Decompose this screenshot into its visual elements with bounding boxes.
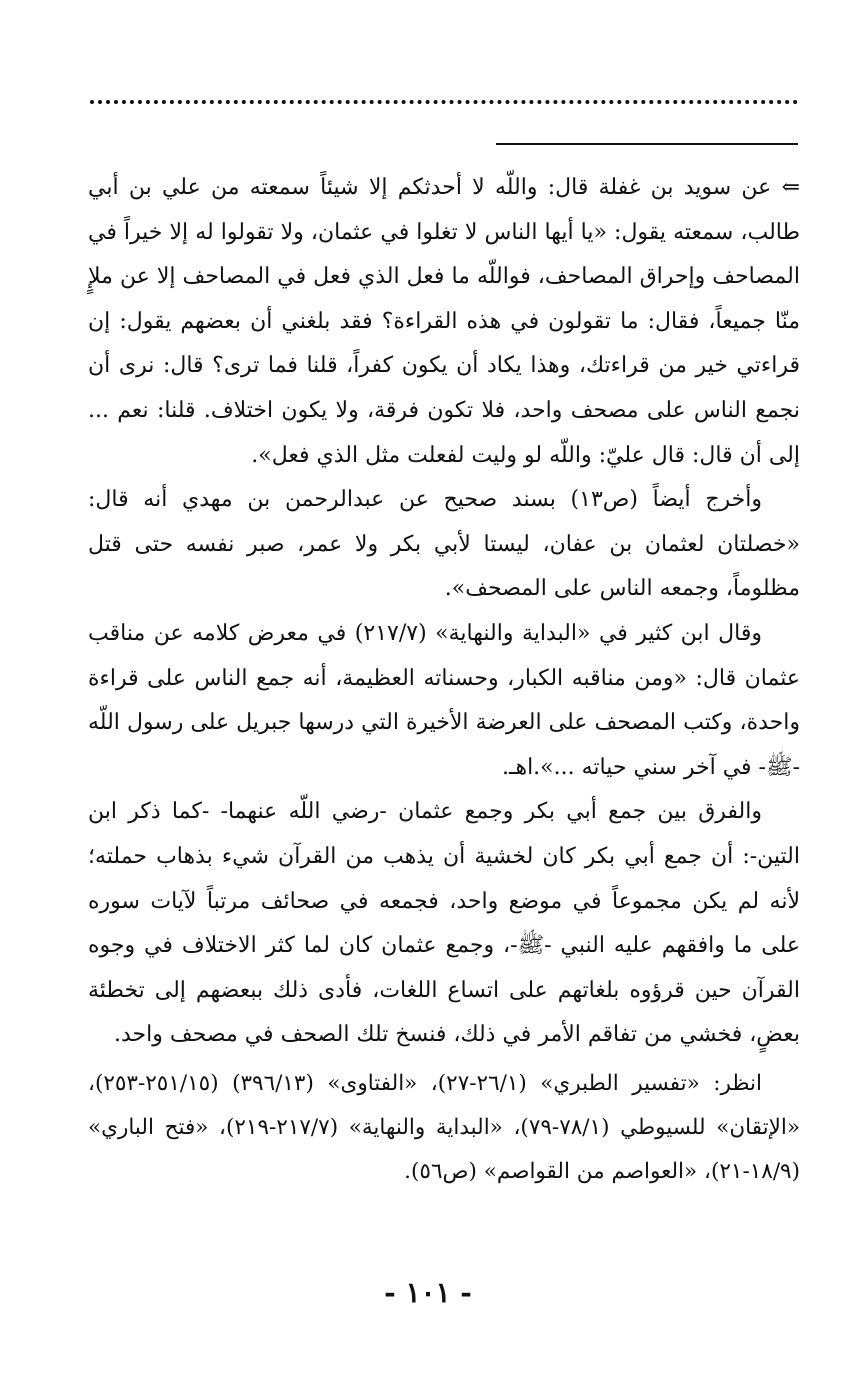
paragraph-1-text: عن سويد بن غفلة قال: واللّه لا أحدثكم إلا شيئاً سمعته من علي بن أبي طالب، سمعته يقول: «يا أيها الناس لا تغلوا في عثمان، ولا تقولوا له إلا خيراً في المصاحف وإحراق المصاحف، فواللّه ما فعل الذي فعل في المصاحف إلا عن ملإٍ منّا جميعاً، فقال: ما تقولون في هذه القراءة؟ فقد بلغني أن بعضهم يقول: إن قراءتي خير من قراءتك، وهذا يكاد أن يكون كفراً، قلنا فما ترى؟ قال: نرى أن نجمع الناس على مصحف واحد، فلا تكون فرقة، ولا يكون اختلاف. قلنا: نعم ... إلى أن قال: قال عليّ: واللّه لو وليت لفعلت مثل الذي فعل». [88,175,800,468]
paragraph-3: وقال ابن كثير في «البداية والنهاية» (٢١٧/٧) في معرض كلامه عن مناقب عثمان قال: «ومن مناقبه الكبار، وحسناته العظيمة، أنه جمع الناس على قراءة واحدة، وكتب المصحف على العرضة الأخيرة التي درسها جبريل على رسول اللّه -ﷺ- في آخر سني حياته ...».اهـ. [88,620,800,780]
footnote-separator-line [496,143,798,145]
footnote-dotted-separator [90,100,798,104]
paragraph-2: وأخرج أيضاً (ص١٣) بسند صحيح عن عبدالرحمن بن مهدي أنه قال: «خصلتان لعثمان بن عفان، ليستا لأبي بكر ولا عمر، صبر نفسه حتى قتل مظلوماً، وجمعه الناس على المصحف». [88,487,800,602]
footnote-body [88,166,800,1194]
paragraph-1 [88,166,800,478]
references-paragraph: انظر: «تفسير الطبري» (٢٦/١-٢٧)، «الفتاوى» (٣٩٦/١٣) (٢٥١/١٥-٢٥٣)، «الإتقان» للسيوطي (٧٨/١-٧٩)، «البداية والنهاية» (٢١٧/٧-٢١٩)، «فتح الباري» (١٨/٩-٢١)، «العواصم من القواصم» (ص٥٦). [88,1070,800,1184]
paragraph-4: والفرق بين جمع أبي بكر وجمع عثمان -رضي اللّه عنهما- -كما ذكر ابن التين-: أن جمع أبي بكر كان لخشية أن يذهب من القرآن شيء بذهاب حملته؛ لأنه لم يكن مجموعاً في موضع واحد، فجمعه في صحائف مرتباً لآيات سوره على ما وافقهم عليه النبي -ﷺ-، وجمع عثمان كان لما كثر الاختلاف في وجوه القرآن حين قرؤوه بلغاتهم على اتساع اللغات، فأدى ذلك ببعضهم إلى تخطئة بعضٍ، فخشي من تفاقم الأمر في ذلك، فنسخ تلك الصحف في مصحف واحد. [88,799,800,1048]
page-number: - ١٠١ - [384,1276,472,1309]
continuation-arrow-icon: ⇐ [781,175,800,200]
